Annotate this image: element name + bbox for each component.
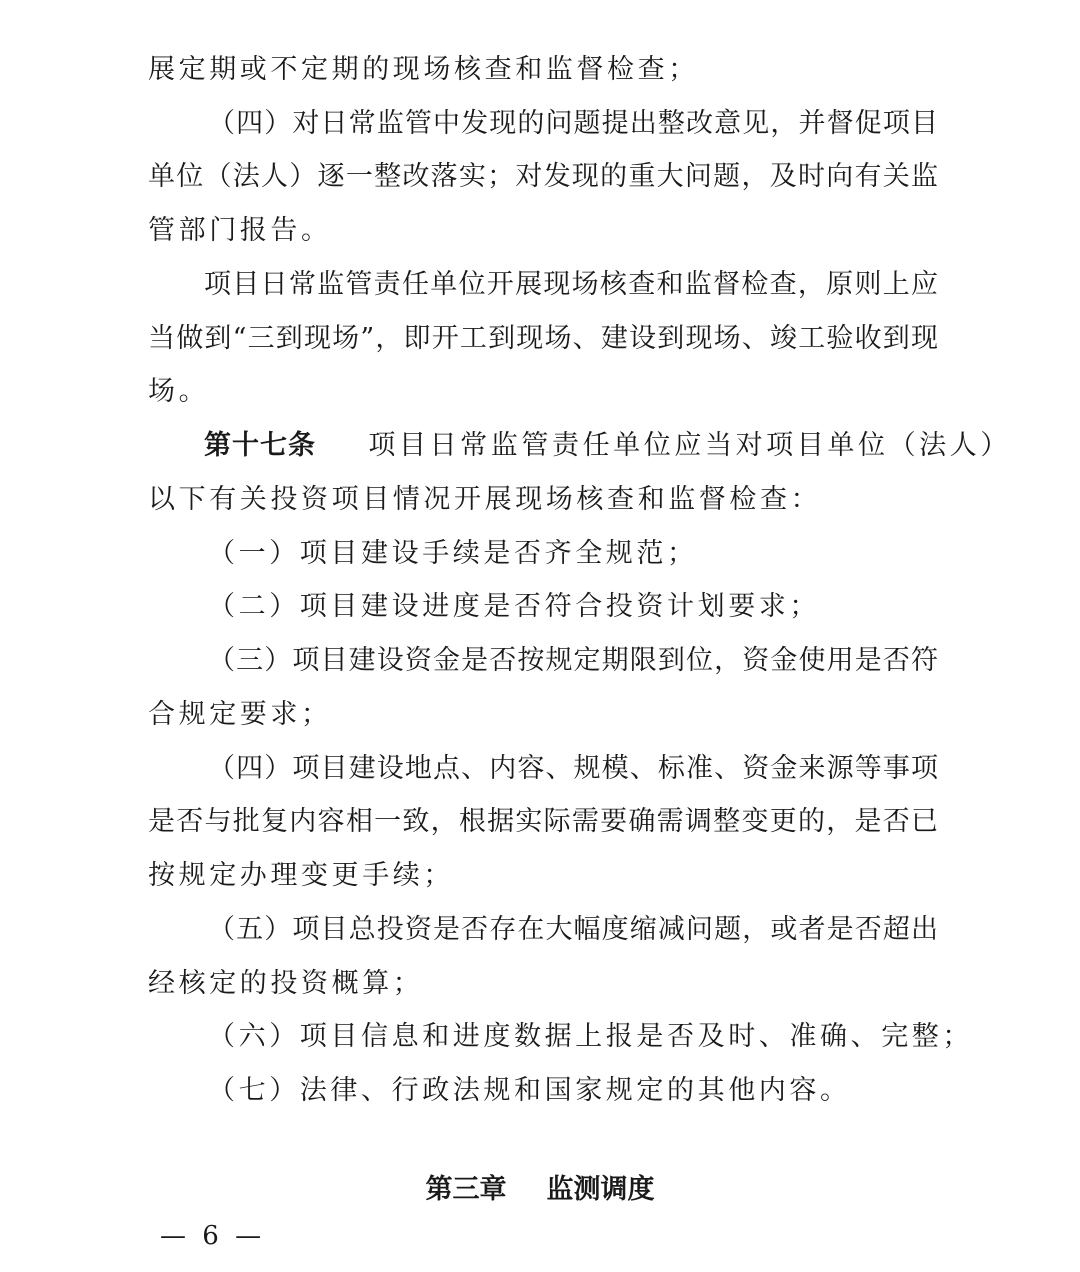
list-item: （七）法律、行政法规和国家规定的其他内容。 <box>208 1075 851 1106</box>
paragraph-line: （四）对日常监管中发现的问题提出整改意见，并督促项目 <box>208 108 938 139</box>
list-item: （五）项目总投资是否存在大幅度缩减问题，或者是否超出 <box>208 914 938 945</box>
paragraph-line: 展定期或不定期的现场核查和监督检查； <box>148 54 699 85</box>
article-number: 第十七条 <box>204 430 316 461</box>
paragraph-line: 按规定办理变更手续； <box>148 860 454 891</box>
list-item: （二）项目建设进度是否符合投资计划要求； <box>208 591 820 622</box>
paragraph-line: 合规定要求； <box>148 699 332 730</box>
paragraph-line: 单位（法人）逐一整改落实；对发现的重大问题，及时向有关监 <box>148 161 938 192</box>
chapter-heading <box>0 1172 1080 1208</box>
chapter-number: 第三章 <box>425 1174 507 1205</box>
paragraph-line: 是否与批复内容相一致，根据实际需要确需调整变更的，是否已 <box>148 806 938 837</box>
paragraph-line: 以下有关投资项目情况开展现场核查和监督检查： <box>148 484 822 515</box>
paragraph-line: 管部门报告。 <box>148 215 332 246</box>
list-item: （三）项目建设资金是否按规定期限到位，资金使用是否符 <box>208 645 938 676</box>
chapter-title: 监测调度 <box>546 1174 655 1205</box>
paragraph-line: 场。 <box>148 376 210 407</box>
list-item: （六）项目信息和进度数据上报是否及时、准确、完整； <box>208 1021 973 1052</box>
paragraph-line: 当做到“三到现场”，即开工到现场、建设到现场、竣工验收到现 <box>148 323 938 354</box>
paragraph-line: 项目日常监管责任单位开展现场核查和监督检查，原则上应 <box>204 269 938 300</box>
paragraph-line: 经核定的投资概算； <box>148 968 424 999</box>
list-item: （一）项目建设手续是否齐全规范； <box>208 538 698 569</box>
article-line <box>204 428 1011 464</box>
list-item: （四）项目建设地点、内容、规模、标准、资金来源等事项 <box>208 753 938 784</box>
article-text: 项目日常监管责任单位应当对项目单位（法人） <box>368 430 1011 461</box>
page-number: — 6 — <box>160 1221 266 1251</box>
